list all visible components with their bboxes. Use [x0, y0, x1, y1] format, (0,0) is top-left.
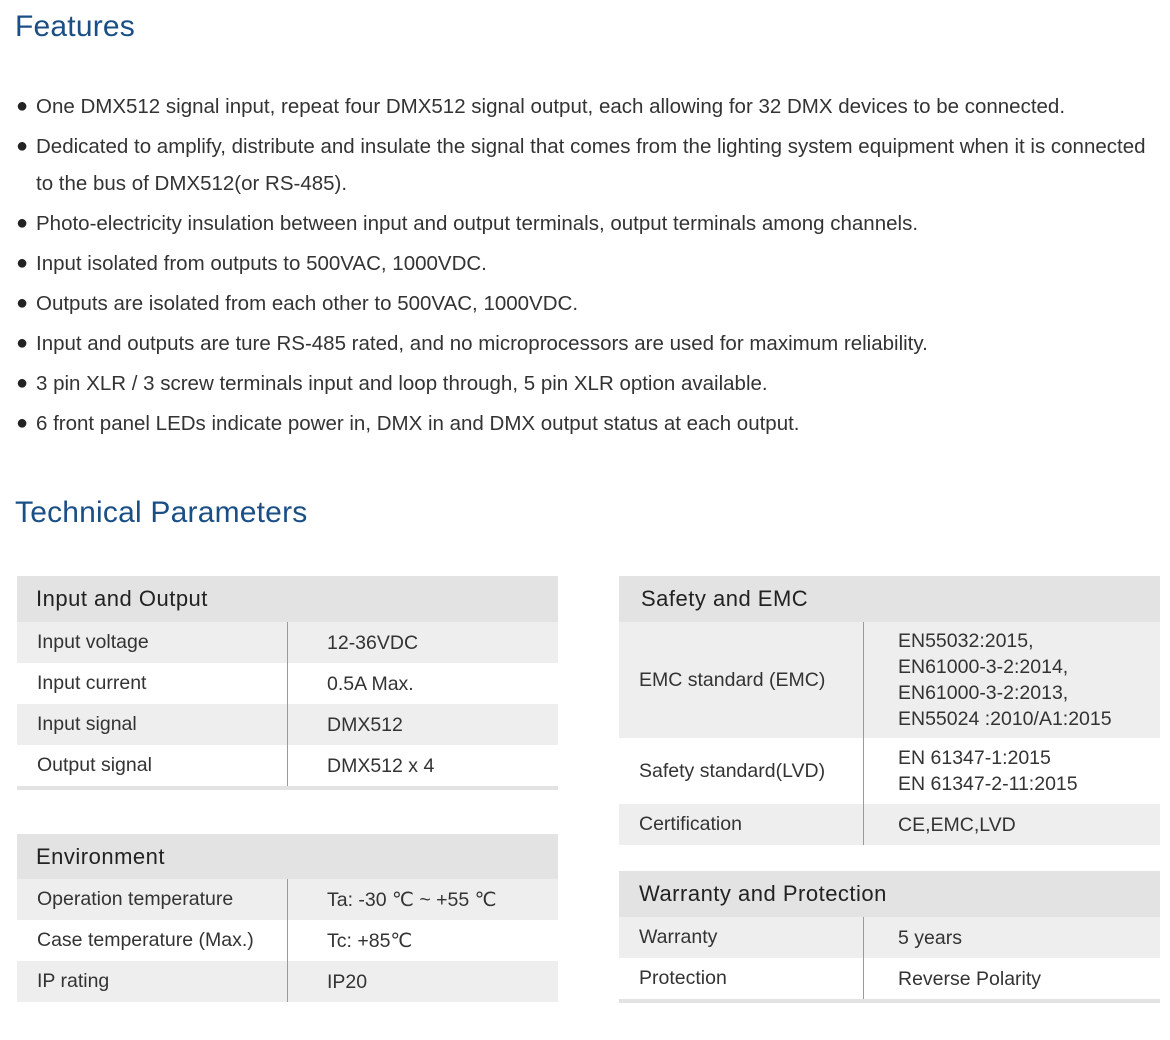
row-label: Operation temperature — [17, 879, 288, 920]
list-item: ● Input isolated from outputs to 500VAC, 1000VDC. — [16, 245, 1156, 282]
row-value: 12-36VDC — [327, 631, 419, 654]
row-label: Certification — [619, 804, 864, 845]
list-item: ● Dedicated to amplify, distribute and insulate the signal that comes from the lighting system equipment when it is connected to the bus of DMX512(or RS-485). — [16, 128, 1156, 202]
safety-emc-table — [619, 576, 1160, 845]
row-label: Input voltage — [17, 622, 288, 663]
list-item: ● Outputs are isolated from each other to 500VAC, 1000VDC. — [16, 285, 1156, 322]
row-label: Input current — [17, 663, 288, 704]
bullet-icon: ● — [16, 252, 29, 274]
table-row — [17, 961, 558, 1002]
table-row — [619, 738, 1160, 804]
technical-parameters-title: Technical Parameters — [15, 496, 308, 529]
row-label: EMC standard (EMC) — [619, 622, 864, 738]
row-value: 5 years — [898, 926, 962, 949]
row-label: Protection — [619, 958, 864, 999]
table-header: Environment — [17, 834, 558, 879]
row-label: Warranty — [619, 917, 864, 958]
list-item: ● Photo-electricity insulation between input and output terminals, output terminals among channels. — [16, 205, 1156, 242]
table-row — [619, 958, 1160, 999]
table-row — [619, 804, 1160, 845]
table-row — [17, 663, 558, 704]
row-value: IP20 — [327, 970, 368, 993]
bullet-icon: ● — [16, 95, 29, 117]
table-row — [619, 622, 1160, 738]
table-row — [17, 704, 558, 745]
row-label: Input signal — [17, 704, 288, 745]
table-row — [17, 745, 558, 786]
row-value: 0.5A Max. — [327, 672, 414, 695]
bullet-icon: ● — [16, 332, 29, 354]
row-value: DMX512 — [327, 713, 403, 736]
row-value: DMX512 x 4 — [327, 754, 435, 777]
table-header: Warranty and Protection — [619, 871, 1160, 917]
table-row — [17, 879, 558, 920]
table-row — [17, 920, 558, 961]
row-label: IP rating — [17, 961, 288, 1002]
bullet-icon: ● — [16, 372, 29, 394]
row-value: CE,EMC,LVD — [898, 813, 1016, 836]
table-header: Safety and EMC — [619, 576, 1160, 622]
features-list — [16, 88, 1156, 445]
input-output-table — [17, 576, 558, 790]
row-label: Output signal — [17, 745, 288, 786]
list-item: ● 3 pin XLR / 3 screw terminals input and loop through, 5 pin XLR option available. — [16, 365, 1156, 402]
bullet-icon: ● — [16, 135, 29, 157]
warranty-protection-table — [619, 871, 1160, 1003]
row-value: Reverse Polarity — [898, 967, 1042, 990]
row-value: Tc: +85℃ — [327, 929, 413, 952]
row-label: Safety standard(LVD) — [619, 738, 864, 804]
row-value: EN 61347-1:2015 EN 61347-2-11:2015 — [898, 747, 1078, 795]
table-row — [17, 622, 558, 663]
table-bottom-rule — [619, 999, 1160, 1003]
table-header: Input and Output — [17, 576, 558, 622]
list-item: ● One DMX512 signal input, repeat four DMX512 signal output, each allowing for 32 DMX devices to be connected. — [16, 88, 1156, 125]
bullet-icon: ● — [16, 212, 29, 234]
bullet-icon: ● — [16, 412, 29, 434]
row-value: Ta: -30 ℃ ~ +55 ℃ — [327, 888, 497, 911]
table-bottom-rule — [17, 786, 558, 790]
row-label: Case temperature (Max.) — [17, 920, 288, 961]
row-value: EN55032:2015, EN61000-3-2:2014, EN61000-3-2:2013, EN55024 :2010/A1:2015 — [898, 630, 1112, 730]
table-row — [619, 917, 1160, 958]
bullet-icon: ● — [16, 292, 29, 314]
environment-table — [17, 834, 558, 1002]
list-item: ● Input and outputs are ture RS-485 rated, and no microprocessors are used for maximum reliability. — [16, 325, 1156, 362]
features-title: Features — [15, 10, 135, 43]
list-item: ● 6 front panel LEDs indicate power in, DMX in and DMX output status at each output. — [16, 405, 1156, 442]
